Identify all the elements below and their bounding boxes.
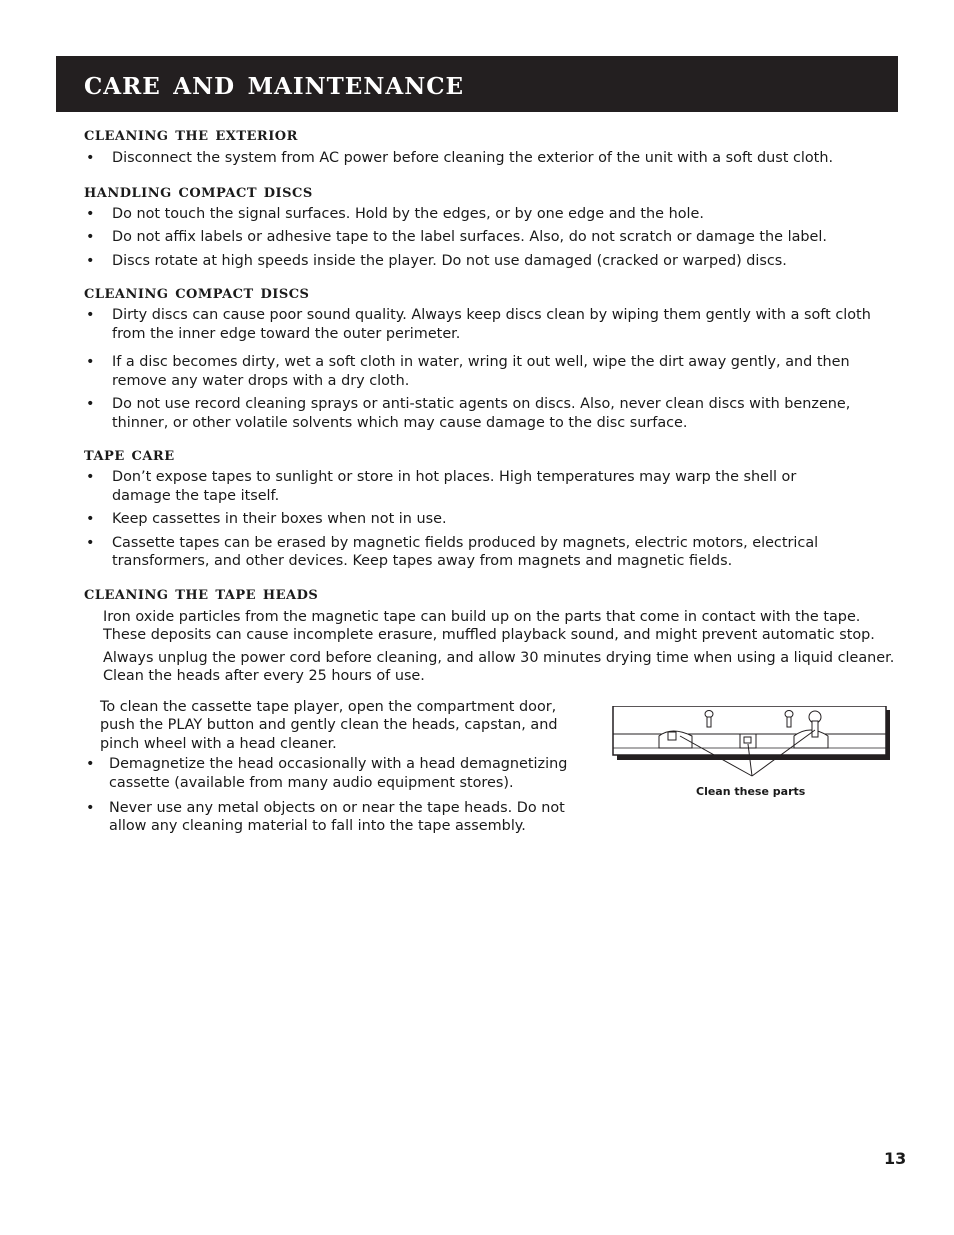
diagram-caption: Clean these parts	[696, 784, 806, 798]
list-item: • Discs rotate at high speeds inside the player. Do not use damaged (cracked or warped) discs.	[84, 252, 898, 271]
list-item: • Disconnect the system from AC power before cleaning the exterior of the unit with a soft dust cloth.	[84, 149, 898, 168]
section-heading: handling compact discs	[84, 180, 313, 202]
list-item: • Do not touch the signal surfaces. Hold by the edges, or by one edge and the hole.	[84, 205, 898, 224]
bullet-list	[84, 205, 898, 271]
section-tape-heads	[84, 583, 898, 868]
section-handling-discs	[84, 181, 898, 271]
section-heading: tape care	[84, 444, 175, 465]
list-item-line: cassette (available from many audio equipment stores).	[109, 775, 514, 791]
bullet-list	[84, 149, 898, 168]
tape-heads-details	[84, 698, 898, 868]
section-cleaning-discs	[84, 282, 898, 432]
list-item: • Dirty discs can cause poor sound quality. Always keep discs clean by wiping them gently with a soft cloth from the inner edge toward the outer perimeter.	[84, 306, 872, 343]
section-cleaning-exterior	[84, 124, 898, 168]
list-item: • Cassette tapes can be erased by magnetic fields produced by magnets, electric motors, electrical transformers, and other devices. Keep tapes away from magnets and magnetic fields.	[84, 534, 872, 571]
bullet-list	[84, 755, 604, 836]
paragraph: Iron oxide particles from the magnetic tape can build up on the parts that come in contact with the tape. These deposits can cause incomplete erasure, muffled playback sound, and might prevent automatic stop.	[103, 608, 875, 643]
list-item: • Do not affix labels or adhesive tape to the label surfaces. Also, do not scratch or damage the label.	[84, 228, 898, 247]
section-heading: cleaning compact discs	[84, 282, 310, 303]
list-item-line: • Demagnetize the head occasionally with a head demagnetizing	[109, 755, 568, 772]
bullet-list	[84, 468, 898, 571]
section-heading: cleaning the exterior	[84, 124, 298, 145]
tape-head-diagram	[612, 706, 890, 806]
page-number: 13	[884, 1149, 907, 1168]
page-title: care and maintenance	[84, 63, 465, 102]
list-item	[84, 755, 604, 793]
intro-paragraph: To clean the cassette tape player, open the compartment door, push the PLAY button and gently clean the heads, capstan, and pinch wheel with a head cleaner.	[100, 698, 558, 752]
page-title-banner	[56, 56, 898, 112]
cassette-mechanism-illustration	[612, 706, 890, 782]
section-heading: cleaning the tape heads	[84, 582, 319, 604]
list-item: • Keep cassettes in their boxes when not in use.	[84, 510, 898, 529]
section-tape-care	[84, 444, 898, 571]
list-item: • Don’t expose tapes to sunlight or store in hot places. High temperatures may warp the shell or damage the tape itself.	[84, 468, 852, 505]
list-item: • Do not use record cleaning sprays or anti-static agents on discs. Also, never clean discs with benzene, thinner, or other volatile solvents which may cause damage to the disc surface.	[84, 395, 898, 432]
paragraph: Always unplug the power cord before cleaning, and allow 30 minutes drying time when using a liquid cleaner. Clean the heads after every 25 hours of use.	[103, 649, 895, 684]
main-content	[84, 124, 898, 868]
list-item: • Never use any metal objects on or near the tape heads. Do not allow any cleaning material to fall into the tape assembly.	[84, 799, 604, 836]
list-item: • If a disc becomes dirty, wet a soft cloth in water, wring it out well, wipe the dirt away gently, and then remove any water drops with a dry cloth.	[84, 353, 898, 390]
bullet-list	[84, 306, 898, 432]
